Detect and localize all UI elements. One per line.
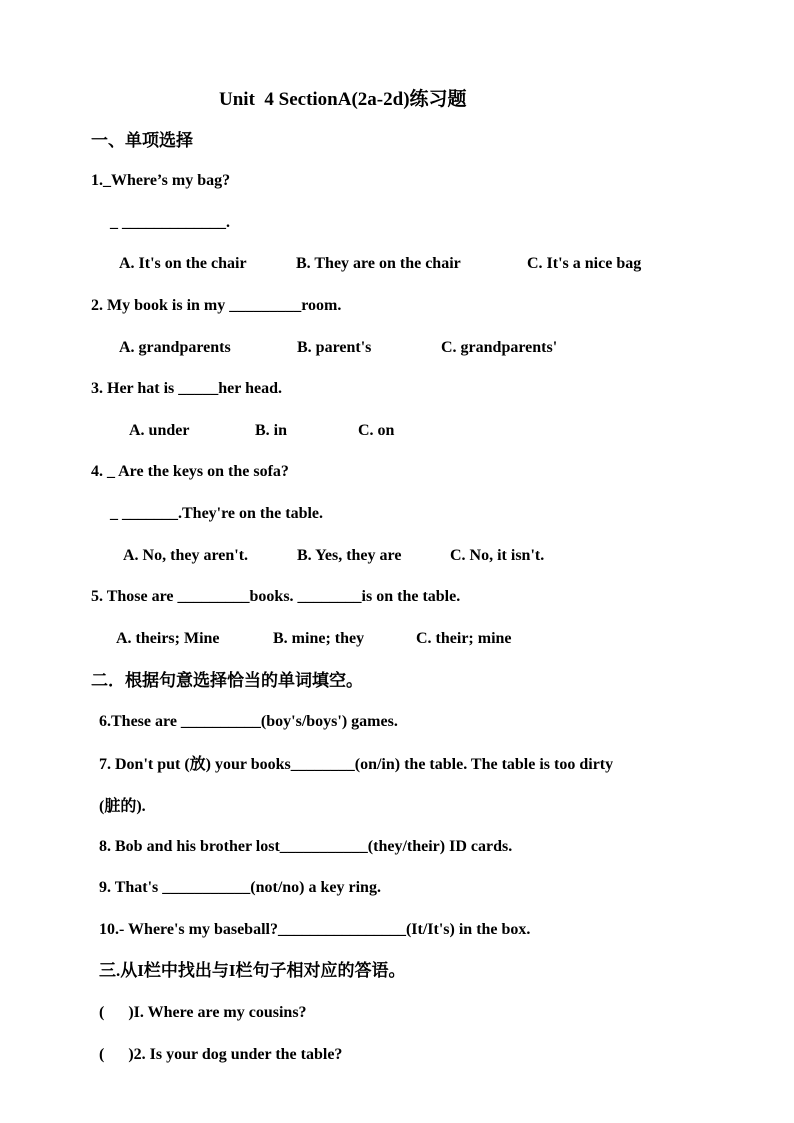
question-4-answer-line: _ _______.They're on the table. [110,505,324,522]
question-3-option-a: A. under [129,422,190,439]
page-title: Unit 4 SectionA(2a-2d)练习题 [219,89,467,110]
question-4-option-b: B. Yes, they are [297,547,402,564]
question-7-line-1: 7. Don't put (放) your books________(on/in) the table. The table is too dirty [99,756,614,773]
question-5-stem: 5. Those are _________books. ________is on the table. [91,588,461,605]
section-heading-single-choice: 一、单项选择 [91,131,193,150]
question-4-option-a: A. No, they aren't. [123,547,249,564]
question-1-stem: 1._Where’s my bag? [91,172,231,189]
section-heading-matching: 三.从I栏中找出与I栏句子相对应的答语。 [99,961,406,980]
question-2-option-b: B. parent's [297,339,372,356]
section-heading-fill-in: 二．根据句意选择恰当的单词填空。 [91,671,363,690]
question-1-answer-line: _ _____________. [110,214,230,231]
question-10: 10.- Where's my baseball?________________(It/It's) in the box. [99,921,531,938]
question-5-option-b: B. mine; they [273,630,365,647]
question-4-stem: 4. _ Are the keys on the sofa? [91,463,289,480]
matching-item-1: ( )I. Where are my cousins? [99,1004,307,1021]
question-1-option-b: B. They are on the chair [296,255,461,272]
question-7-line-2: (脏的). [99,798,146,815]
question-4-option-c: C. No, it isn't. [450,547,545,564]
question-9: 9. That's ___________(not/no) a key ring. [99,879,381,896]
question-6: 6.These are __________(boy's/boys') games. [99,713,398,730]
matching-item-2: ( )2. Is your dog under the table? [99,1046,343,1063]
question-3-option-b: B. in [255,422,288,439]
question-3-stem: 3. Her hat is _____her head. [91,380,282,397]
question-2-option-a: A. grandparents [119,339,231,356]
question-8: 8. Bob and his brother lost___________(they/their) ID cards. [99,838,513,855]
question-2-option-c: C. grandparents' [441,339,558,356]
question-1-option-c: C. It's a nice bag [527,255,642,272]
question-5-option-c: C. their; mine [416,630,512,647]
question-5-option-a: A. theirs; Mine [116,630,220,647]
question-1-option-a: A. It's on the chair [119,255,247,272]
question-3-option-c: C. on [358,422,395,439]
question-2-stem: 2. My book is in my _________room. [91,297,342,314]
